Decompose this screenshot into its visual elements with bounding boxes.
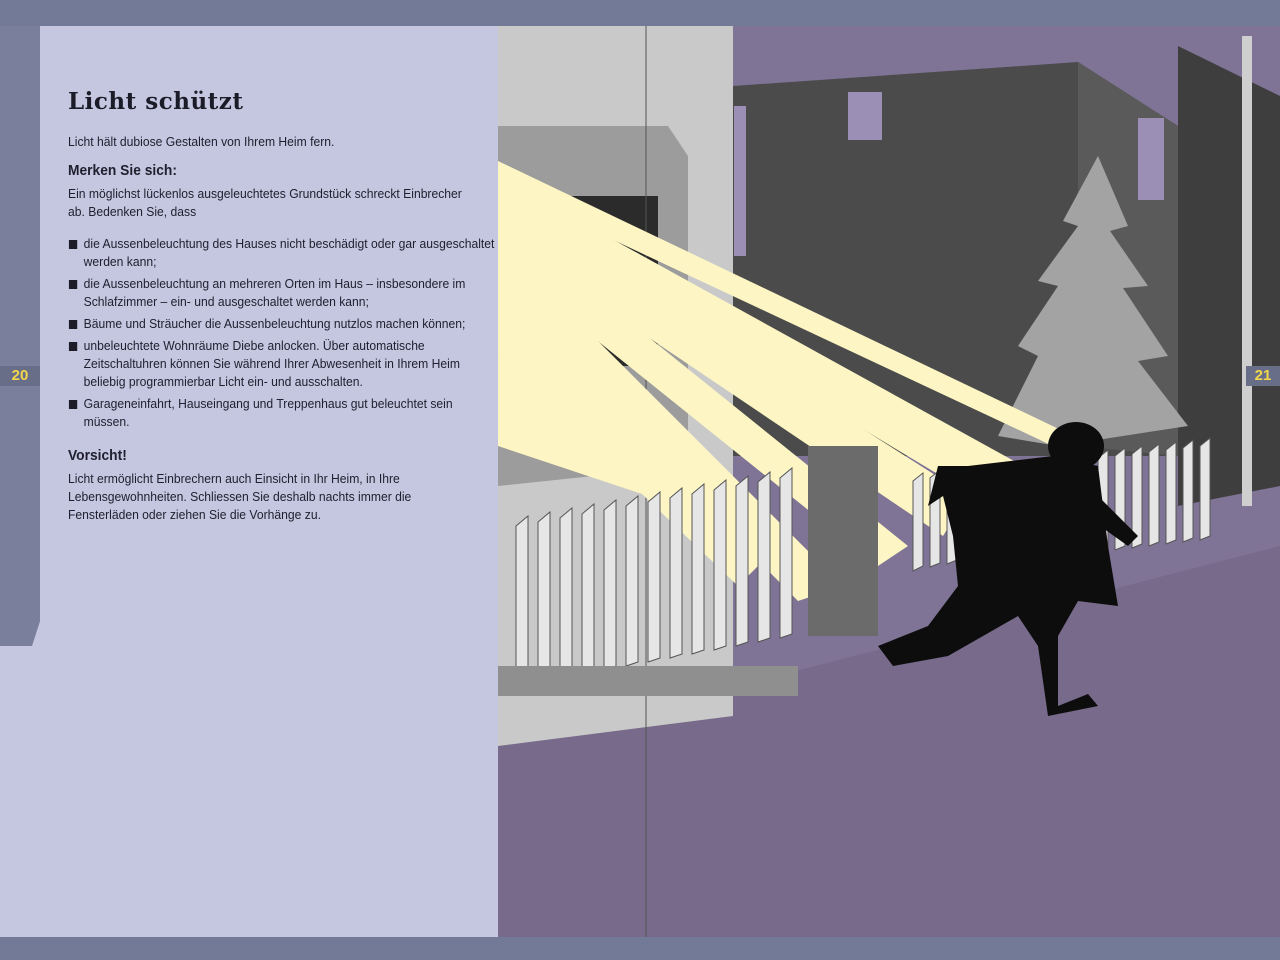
fence-picket [670, 488, 682, 658]
square-bullet-icon [69, 342, 77, 351]
gate [808, 446, 878, 636]
fence-picket [780, 468, 792, 638]
list-item-text: Garageneinfahrt, Hauseingang und Treppenhaus gut beleuchtet sein müssen. [83, 396, 453, 429]
right-house [1178, 46, 1280, 506]
fence-picket [648, 492, 660, 662]
list-item [68, 235, 499, 271]
square-bullet-icon [69, 240, 77, 249]
list-item-text: unbeleuchtete Wohnräume Diebe anlocken. Über automatische Zeitschaltuhren können Sie während Ihrer Abwesenheit in Ihrem Heim beliebig programmierbar Licht ein- und ausschalten. [83, 338, 460, 389]
list-item-text: die Aussenbeleuchtung des Hauses nicht beschädigt oder gar ausgeschaltet werden kann; [83, 236, 495, 269]
section-text-caution: Licht ermöglicht Einbrechern auch Einsicht in Ihr Heim, in Ihre Lebensgewohnheiten. Schliessen Sie deshalb nachts immer die Fensterläden oder ziehen Sie die Vorhänge zu. [68, 471, 412, 522]
fence-picket [538, 512, 550, 686]
fence-picket [1183, 440, 1193, 542]
list-item-text: Bäume und Sträucher die Aussenbeleuchtung nutzlos machen können; [83, 316, 466, 331]
burglar-illustration [498, 26, 1280, 937]
section-text-remember: Ein möglichst lückenlos ausgeleuchtetes Grundstück schreckt Einbrecher ab. Bedenken Sie, dass [68, 186, 462, 219]
fence-picket [1166, 442, 1176, 544]
page-number-right: 21 [1246, 366, 1280, 386]
fence-picket [1149, 444, 1159, 546]
bottom-frame [0, 937, 1280, 960]
fence-picket [1200, 438, 1210, 540]
fence-picket [604, 500, 616, 671]
window [1138, 118, 1164, 200]
fence-picket [626, 496, 638, 666]
lamp-post [1242, 36, 1252, 506]
fence-picket [913, 473, 923, 571]
page-number-left: 20 [0, 366, 40, 386]
window [734, 106, 746, 256]
square-bullet-icon [69, 400, 77, 409]
left-margin-tab [0, 26, 40, 646]
fence-picket [516, 516, 528, 691]
fence-picket [736, 476, 748, 646]
list-item [68, 337, 499, 391]
section-heading-caution: Vorsicht! [68, 447, 127, 464]
fence-base [498, 666, 798, 696]
list-item-text: die Aussenbeleuchtung an mehreren Orten im Haus – insbesondere im Schlafzimmer – ein- und ausgeschaltet werden kann; [83, 276, 466, 309]
list-item [68, 275, 499, 311]
fence-picket [582, 504, 594, 676]
list-item [68, 395, 499, 431]
list-item [68, 315, 499, 333]
fence-picket [560, 508, 572, 681]
section-heading-remember: Merken Sie sich: [68, 162, 177, 179]
square-bullet-icon [69, 280, 77, 289]
square-bullet-icon [69, 320, 77, 329]
text-column [68, 88, 495, 524]
intro-text: Licht hält dubiose Gestalten von Ihrem Heim fern. [68, 134, 335, 149]
fence-picket [714, 480, 726, 650]
window [848, 92, 882, 140]
fence-picket [758, 472, 770, 642]
page-title: Licht schützt [68, 88, 244, 115]
bullet-list [68, 235, 495, 431]
fence-picket [692, 484, 704, 654]
